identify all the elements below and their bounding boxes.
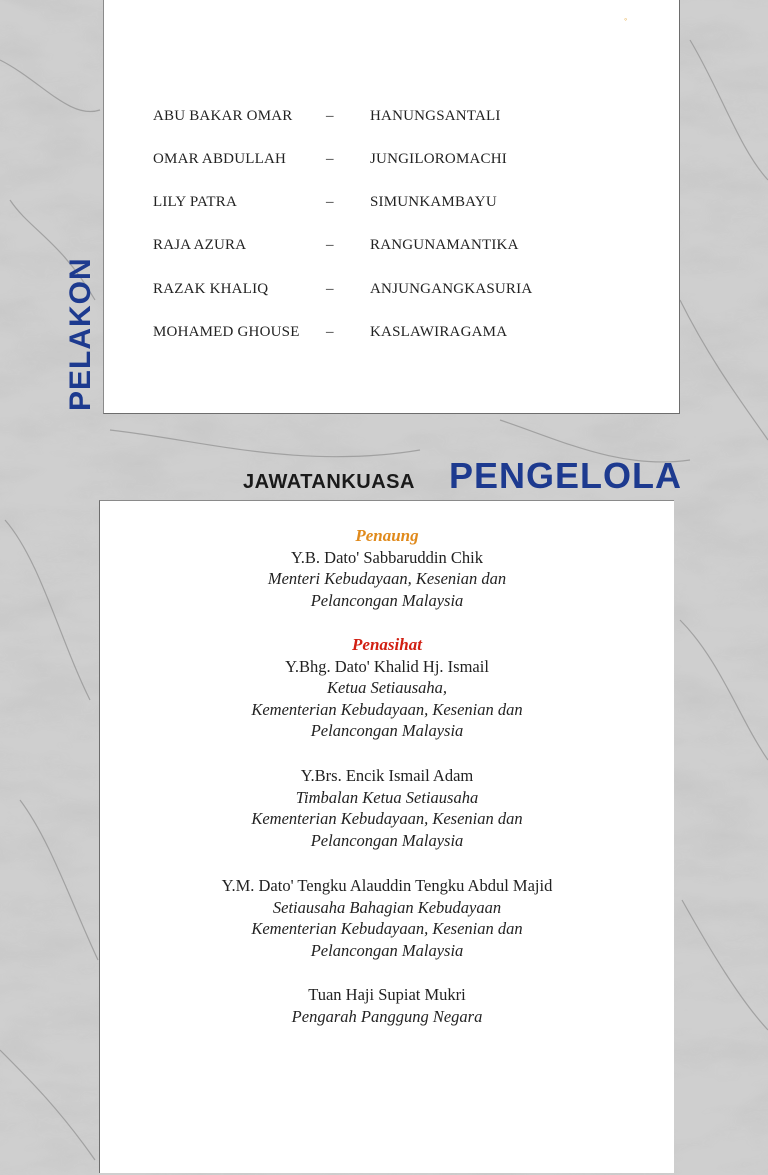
member-desc: Pelancongan Malaysia (310, 721, 464, 740)
penasihat-title: Penasihat (352, 635, 422, 654)
member-desc: Kementerian Kebudayaan, Kesenian dan (251, 809, 523, 828)
member-name: Tuan Haji Supiat Mukri (308, 985, 466, 1004)
cast-row (104, 281, 679, 307)
actor-name: MOHAMED GHOUSE (153, 324, 300, 340)
member-block (100, 875, 674, 961)
dash: – (326, 151, 334, 167)
member-desc: Pengarah Panggung Negara (291, 1006, 483, 1026)
actor-name: ABU BAKAR OMAR (153, 108, 293, 124)
cast-row (104, 324, 679, 350)
heading-large-text: PENGELOLA (449, 455, 683, 496)
member-desc: Ketua Setiausaha, (326, 678, 448, 697)
penaung-block (100, 525, 674, 611)
member-name: Y.Brs. Encik Ismail Adam (300, 766, 474, 785)
member-desc: Setiausaha Bahagian Kebudayaan (272, 897, 502, 917)
penaung-desc: Menteri Kebudayaan, Kesenian dan (267, 569, 507, 588)
dash: – (326, 281, 334, 297)
character-name: RANGUNAMANTIKA (370, 237, 519, 253)
character-name: ANJUNGANGKASURIA (370, 281, 533, 297)
member-desc: Pelancongan Malaysia (310, 940, 464, 960)
cast-row (104, 194, 679, 220)
character-name: SIMUNKAMBAYU (370, 194, 497, 210)
committee-heading (243, 452, 683, 496)
cast-row (104, 151, 679, 177)
actor-name: RAZAK KHALIQ (153, 281, 269, 297)
cast-row (104, 237, 679, 263)
penaung-desc: Pelancongan Malaysia (310, 590, 464, 610)
pelakon-title-text: PELAKON (64, 257, 97, 411)
cast-row (104, 108, 679, 134)
heading-small-text: JAWATANKUASA (243, 471, 415, 493)
dash: – (326, 108, 334, 124)
penasihat-block (100, 634, 674, 742)
member-name: Y.Bhg. Dato' Khalid Hj. Ismail (285, 656, 489, 676)
member-name: Y.M. Dato' Tengku Alauddin Tengku Abdul Majid (221, 876, 553, 895)
member-desc: Kementerian Kebudayaan, Kesenian dan (251, 919, 523, 938)
dash: – (326, 324, 334, 340)
penaung-name: Y.B. Dato' Sabbaruddin Chik (291, 547, 483, 567)
character-name: JUNGILOROMACHI (370, 151, 507, 167)
dash: – (326, 194, 334, 210)
member-block (100, 765, 674, 851)
member-block (100, 984, 674, 1027)
character-name: HANUNGSANTALI (370, 108, 501, 124)
actor-name: RAJA AZURA (153, 237, 247, 253)
member-desc: Kementerian Kebudayaan, Kesenian dan (251, 699, 523, 719)
penaung-title: Penaung (355, 526, 419, 545)
character-name: KASLAWIRAGAMA (370, 324, 508, 340)
cast-panel (103, 0, 680, 414)
committee-panel (99, 500, 674, 1173)
decorative-mark: ◦ (624, 14, 628, 24)
dash: – (326, 237, 334, 253)
actor-name: OMAR ABDULLAH (153, 151, 287, 167)
pelakon-title (48, 255, 104, 415)
actor-name: LILY PATRA (153, 194, 237, 210)
member-desc: Timbalan Ketua Setiausaha (295, 787, 479, 807)
member-desc: Pelancongan Malaysia (310, 830, 464, 850)
